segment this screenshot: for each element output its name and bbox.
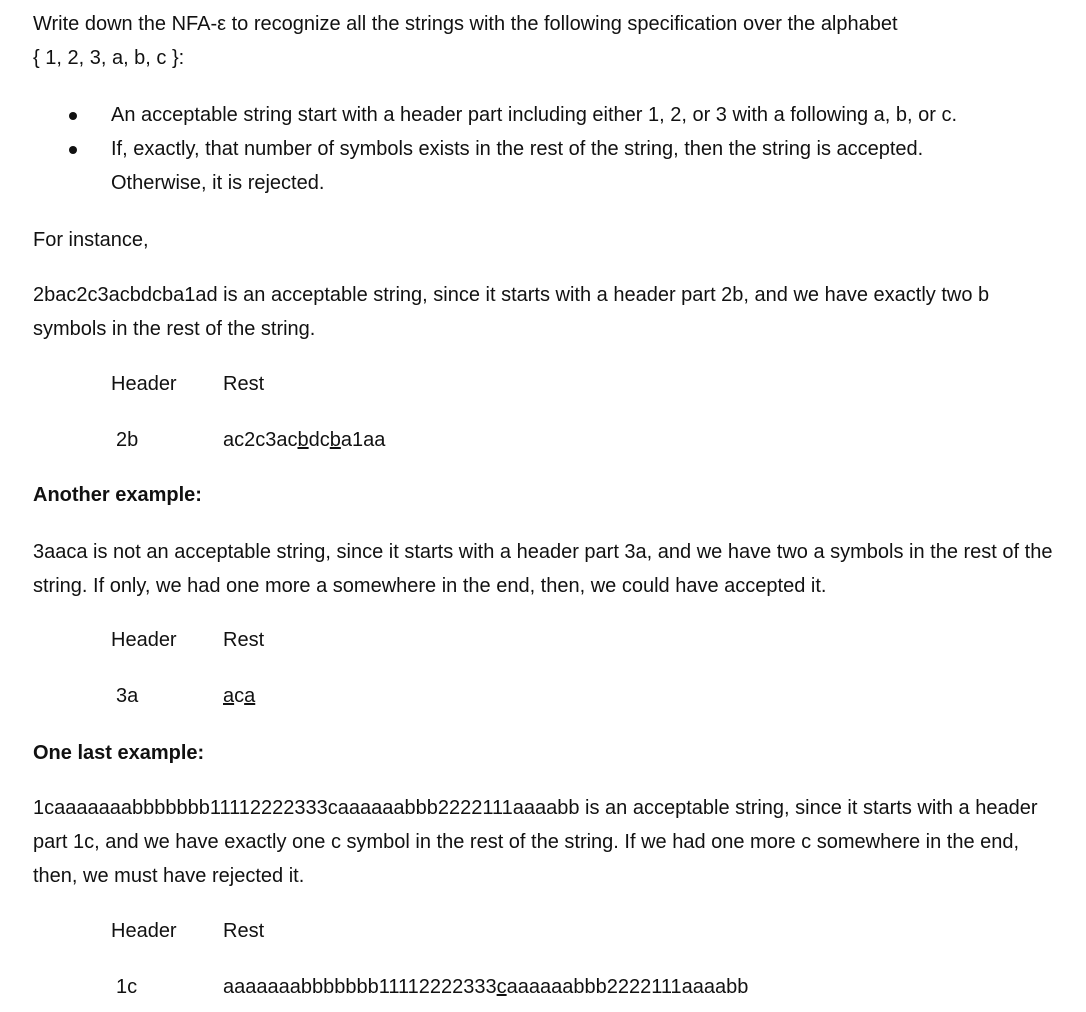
spec-bullet-1 xyxy=(33,98,1063,132)
spec-bullet-text: An acceptable string start with a header part including either 1, 2, or 3 with a following a, b, or c. xyxy=(111,104,958,126)
example3-text: 1caaaaaaabbbbbbb11112222333caaaaaabbb2222111aaaabb is an acceptable string, since it starts with a header part 1c, and we have exactly one c symbol in the rest of the string. If we had one more c somewhere in the end, then, we must have rejected it. xyxy=(33,797,1038,887)
intro-line-2: { 1, 2, 3, a, b, c }: xyxy=(33,47,185,69)
rest-part: dc xyxy=(308,429,330,451)
rest-value xyxy=(223,679,255,713)
rest-label: Rest xyxy=(223,373,265,395)
rest-label: Rest xyxy=(223,920,265,942)
header-value: 2b xyxy=(116,429,139,451)
rest-part-highlight: a xyxy=(244,685,256,707)
rest-part: aaaaaabbb2222111aaaabb xyxy=(506,976,749,998)
spec-bullet-text: If, exactly, that number of symbols exists in the rest of the string, then the string is accepted. Otherwise, it is rejected. xyxy=(111,138,924,194)
header-label: Header xyxy=(111,373,177,395)
bullet-dot-icon xyxy=(69,146,77,154)
rest-part: c xyxy=(234,685,245,707)
header-value: 3a xyxy=(116,685,139,707)
example2-text: 3aaca is not an acceptable string, since it starts with a header part 3a, and we have two a symbols in the rest of the string. If only, we had one more a somewhere in the end, then, we could have accepted it. xyxy=(33,541,1053,597)
rest-part-highlight: b xyxy=(297,429,309,451)
header-label: Header xyxy=(111,920,177,942)
intro-line-1: Write down the NFA-ε to recognize all the strings with the following specification over the alphabet xyxy=(33,13,898,35)
rest-part: a1aa xyxy=(340,429,386,451)
rest-value xyxy=(223,423,385,457)
rest-label: Rest xyxy=(223,629,265,651)
for-instance: For instance, xyxy=(33,229,149,251)
rest-part: ac2c3ac xyxy=(223,429,298,451)
intro-paragraph xyxy=(33,7,1063,75)
example2-title: Another example: xyxy=(33,484,202,506)
specification-list xyxy=(33,98,1063,200)
header-label: Header xyxy=(111,629,177,651)
rest-value xyxy=(223,970,748,1004)
example3-title: One last example: xyxy=(33,742,205,764)
spec-bullet-2 xyxy=(33,132,1011,200)
bullet-dot-icon xyxy=(69,112,77,120)
header-value: 1c xyxy=(116,976,138,998)
rest-part-highlight: b xyxy=(329,429,341,451)
example1-text: 2bac2c3acbdcba1ad is an acceptable string, since it starts with a header part 2b, and we have exactly two b symbols in the rest of the string. xyxy=(33,284,990,340)
rest-part: aaaaaaabbbbbbb11112222333 xyxy=(223,976,497,998)
rest-part-highlight: c xyxy=(496,976,507,998)
rest-part-highlight: a xyxy=(223,685,235,707)
